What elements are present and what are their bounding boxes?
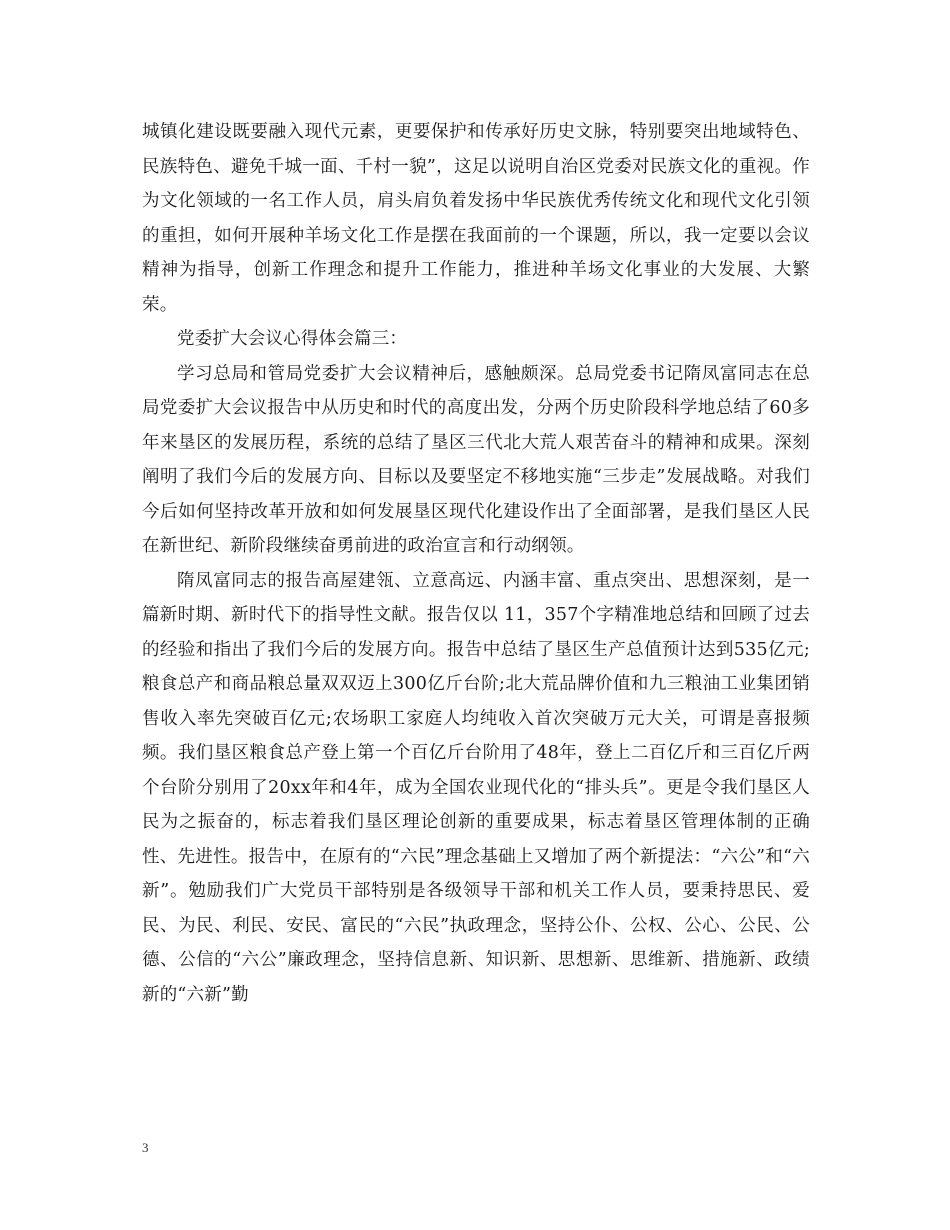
paragraph-report-summary: 隋凤富同志的报告高屋建瓴、立意高远、内涵丰富、重点突出、思想深刻，是一篇新时期、新时代下的指导性文献。报告仅以 11，357个字精准地总结和回顾了过去的经验和指出了我们今后的发展方向。报告中总结了垦区生产总值预计达到535亿元;粮食总产和商品粮总量双双迈上300亿斤台阶;北大荒品牌价值和九三粮油工业集团销售收入率先突破百亿元;农场职工家庭人均纯收入首次突破万元大关，可谓是喜报频频。我们垦区粮食总产登上第一个百亿斤台阶用了48年，登上二百亿斤和三百亿斤两个台阶分别用了20xx年和4年，成为全国农业现代化的“排头兵”。更是令我们垦区人民为之振奋的，标志着我们垦区理论创新的重要成果，标志着垦区管理体制的正确性、先进性。报告中，在原有的“六民”理念基础上又增加了两个新提法：“六公”和“六新”。勉励我们广大党员干部特别是各级领导干部和机关工作人员，要秉持思民、爱民、为民、利民、安民、富民的“六民”执政理念，坚持公仆、公权、公心、公民、公德、公信的“六公”廉政理念，坚持信息新、知识新、思想新、思维新、措施新、政绩新的“六新”勤	[142, 570, 811, 1005]
paragraph-study-reflection: 学习总局和管局党委扩大会议精神后，感触颇深。总局党委书记隋凤富同志在总局党委扩大会议报告中从历史和时代的高度出发，分两个历史阶段科学地总结了60多年来垦区的发展历程，系统的总结了垦区三代北大荒人艰苦奋斗的精神和成果。深刻阐明了我们今后的发展方向、目标以及要坚定不移地实施“三步走”发展战略。对我们今后如何坚持改革开放和如何发展垦区现代化建设作出了全面部署，是我们垦区人民在新世纪、新阶段继续奋勇前进的政治宣言和行动纲领。	[142, 363, 810, 556]
page-number: 3	[142, 1140, 149, 1155]
section-heading: 党委扩大会议心得体会篇三：	[177, 329, 408, 349]
paragraph-continuation: 城镇化建设既要融入现代元素，更要保护和传承好历史文脉，特别要突出地域特色、民族特色、避免千城一面、千村一貌”，这足以说明自治区党委对民族文化的重视。作为文化领域的一名工作人员，肩头肩负着发扬中华民族优秀传统文化和现代文化引领的重担，如何开展种羊场文化工作是摆在我面前的一个课题，所以，我一定要以会议精神为指导，创新工作理念和提升工作能力，推进种羊场文化事业的大发展、大繁荣。	[142, 122, 810, 315]
document-body	[142, 115, 810, 1012]
